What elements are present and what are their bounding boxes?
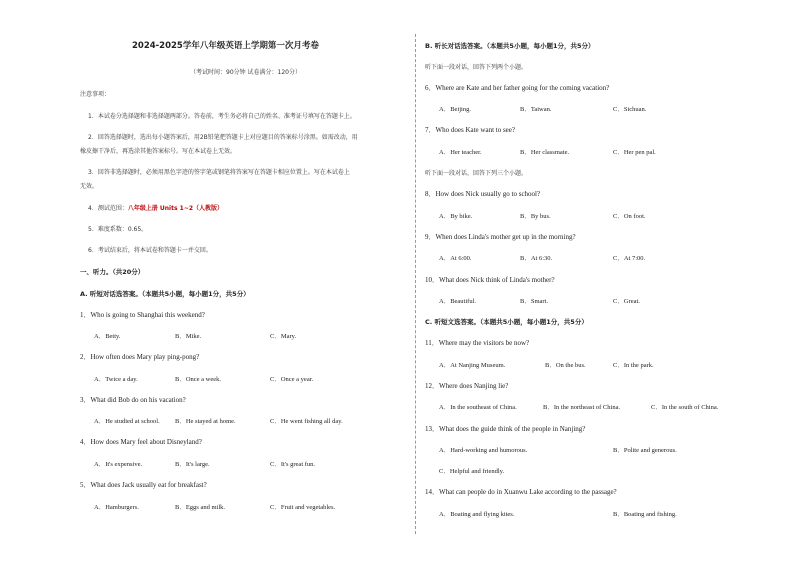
q6-option-b: B．Taiwan.	[520, 106, 552, 113]
q1-option-c: C．Mary.	[270, 333, 297, 340]
note-4-range: 八年级上册 Units 1~2（人教版）	[127, 205, 224, 212]
partB-intro-2: 听下面一段对话，回答下列三个小题。	[425, 170, 528, 177]
q11-option-c: C．In the park.	[613, 362, 654, 369]
partB-heading: B. 听长对话选答案。（本题共5小题，每小题1分，共5分）	[425, 42, 595, 50]
note-3: 3．回答非选择题时，必须用黑色字迹的签字笔或钢笔将答案写在答题卡相应位置上。写在本试卷上	[88, 169, 350, 176]
q1-option-b: B．Mike.	[175, 333, 202, 340]
q10-option-c: C．Great.	[613, 298, 640, 305]
notes-heading: 注意事项：	[80, 91, 111, 98]
q12-option-b: B．In the northeast of China.	[543, 404, 621, 411]
question-9: 9．When does Linda's mother get up in the morning?	[425, 233, 576, 241]
q13-option-a: A．Hard-working and humorous.	[439, 447, 528, 454]
question-13: 13．What does the guide think of the people in Nanjing?	[425, 425, 586, 433]
q4-option-c: C．It's great fun.	[270, 461, 316, 468]
q12-option-c: C．In the south of China.	[651, 404, 719, 411]
question-1: 1．Who is going to Shanghai this weekend?	[80, 311, 205, 319]
note-4	[88, 204, 223, 213]
q9-option-b: B．At 6:30.	[520, 255, 553, 262]
column-divider	[415, 34, 416, 534]
partA-heading: A. 听短对话选答案。（本题共5小题，每小题1分，共5分）	[80, 290, 250, 298]
question-11: 11．Where may the visitors be now?	[425, 339, 530, 347]
note-1: 1．本试卷分选择题和非选择题两部分。答卷前，考生务必将自己的姓名、准考证号填写在答题卡上。	[88, 113, 356, 120]
q14-option-a: A．Boating and flying kites.	[439, 511, 515, 518]
exam-time-info: （考试时间：90分钟 试卷满分：120分）	[190, 69, 301, 76]
note-5: 5．难度系数：0.65。	[88, 226, 148, 233]
question-10: 10．What does Nick think of Linda's mother?	[425, 276, 555, 284]
q7-option-c: C．Her pen pal.	[613, 149, 656, 156]
q4-option-a: A．It's expensive.	[94, 461, 143, 468]
partB-intro-1: 听下面一段对话，回答下列两个小题。	[425, 64, 528, 71]
question-12: 12．Where does Nanjing lie?	[425, 382, 509, 390]
q5-option-c: C．Fruit and vegetables.	[270, 504, 336, 511]
q14-option-b: B．Boating and fishing.	[613, 511, 677, 518]
q6-option-a: A．Beijing.	[439, 106, 471, 113]
q2-option-b: B．Once a week.	[175, 376, 222, 383]
q11-option-a: A．At Nanjing Museum.	[439, 362, 506, 369]
q9-option-a: A．At 6:00.	[439, 255, 472, 262]
question-2: 2．How often does Mary play ping-pong?	[80, 353, 200, 361]
q8-option-c: C．On foot.	[613, 213, 646, 220]
note-2: 2．回答选择题时，选出每小题答案后，用2B铅笔把答题卡上对应题目的答案标号涂黑。如需改动，用	[88, 134, 358, 141]
q8-option-b: B．By bus.	[520, 213, 551, 220]
q12-option-a: A．In the southeast of China.	[439, 404, 517, 411]
q7-option-a: A．Her teacher.	[439, 149, 482, 156]
question-8: 8．How does Nick usually go to school?	[425, 190, 541, 198]
partC-heading: C. 听短文选答案。（本题共5小题，每小题1分，共5分）	[425, 318, 588, 326]
q5-option-b: B．Eggs and milk.	[175, 504, 226, 511]
q13-option-b: B．Polite and generous.	[613, 447, 677, 454]
q13-option-c: C．Helpful and friendly.	[439, 468, 505, 475]
section1-heading: 一、听力。（共20分）	[80, 268, 145, 276]
exam-title: 2024-2025学年八年级英语上学期第一次月考卷	[132, 41, 319, 51]
q2-option-a: A．Twice a day.	[94, 376, 138, 383]
question-3: 3．What did Bob do on his vacation?	[80, 396, 186, 404]
question-14: 14．What can people do in Xuanwu Lake according to the passage?	[425, 488, 617, 496]
q2-option-c: C．Once a year.	[270, 376, 314, 383]
q10-option-a: A．Beautiful.	[439, 298, 477, 305]
q4-option-b: B．It's large.	[175, 461, 210, 468]
q7-option-b: B．Her classmate.	[520, 149, 570, 156]
q8-option-a: A．By bike.	[439, 213, 473, 220]
note-2-cont: 橡皮擦干净后，再选涂其他答案标号。写在本试卷上无效。	[80, 148, 237, 155]
q3-option-a: A．He studied at school.	[94, 418, 160, 425]
q11-option-b: B．On the bus.	[545, 362, 586, 369]
q6-option-c: C．Sichuan.	[613, 106, 647, 113]
note-4-prefix: 4．测试范围：	[88, 205, 128, 212]
question-7: 7．Who does Kate want to see?	[425, 126, 515, 134]
q10-option-b: B．Smart.	[520, 298, 548, 305]
note-6: 6．考试结束后，将本试卷和答题卡一并交回。	[88, 247, 212, 254]
q3-option-c: C．He went fishing all day.	[270, 418, 343, 425]
q5-option-a: A．Hamburgers.	[94, 504, 139, 511]
note-3-cont: 无效。	[80, 183, 99, 190]
question-5: 5．What does Jack usually eat for breakfast?	[80, 481, 207, 489]
q9-option-c: C．At 7:00.	[613, 255, 646, 262]
question-4: 4．How does Mary feel about Disneyland?	[80, 438, 202, 446]
q3-option-b: B．He stayed at home.	[175, 418, 236, 425]
question-6: 6．Where are Kate and her father going for the coming vacation?	[425, 84, 610, 92]
q1-option-a: A．Betty.	[94, 333, 121, 340]
